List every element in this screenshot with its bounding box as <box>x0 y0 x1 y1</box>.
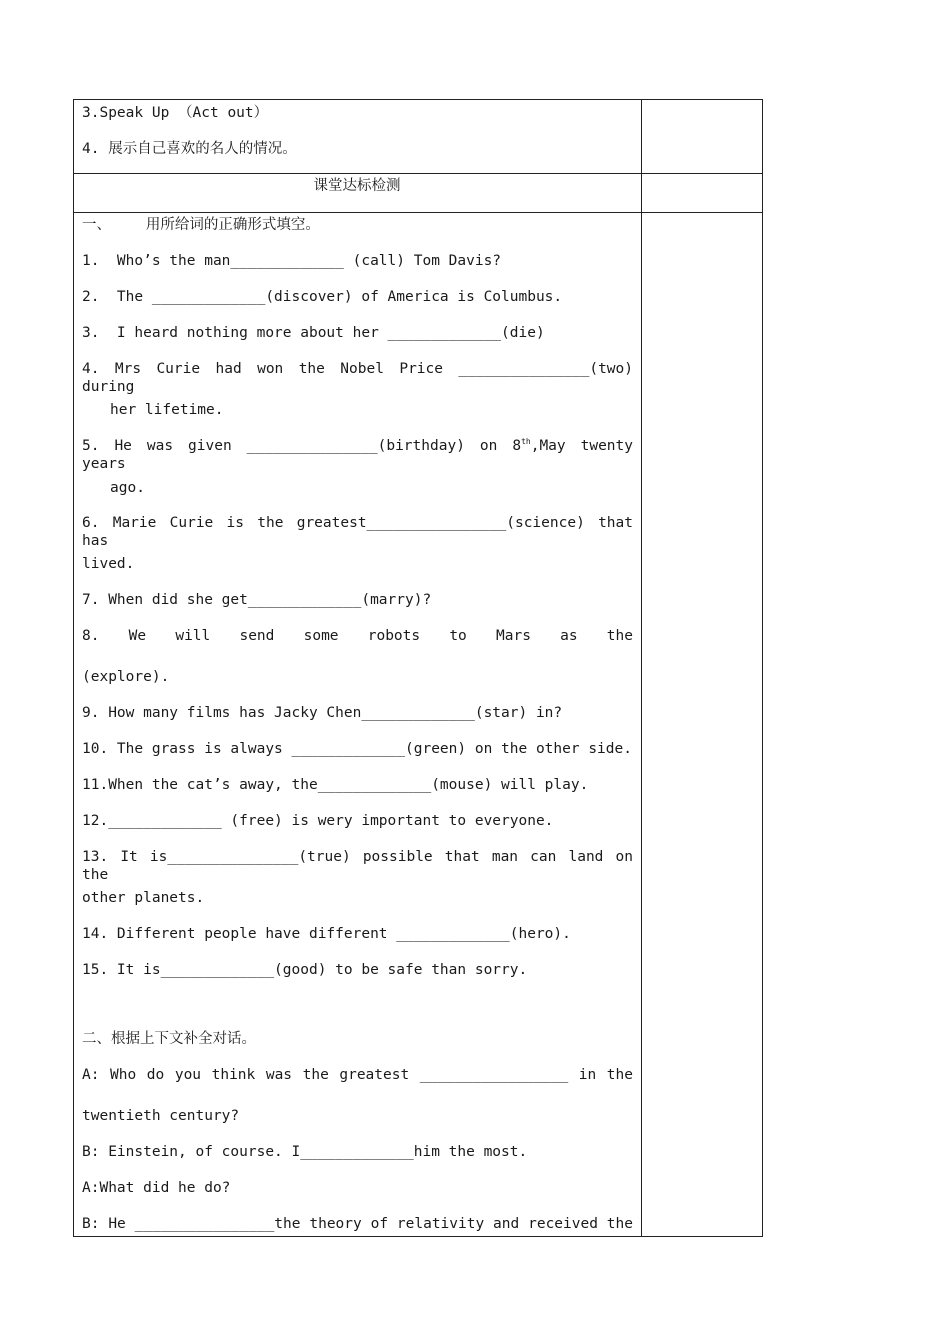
dialogue-b2: B: He ________________the theory of relativity and received the <box>82 1216 633 1232</box>
dialogue-a1-continued: twentieth century? <box>82 1108 240 1124</box>
question-7: 7. When did she get_____________(marry)? <box>82 592 432 608</box>
row-divider-1 <box>73 173 763 174</box>
question-15: 15. It is_____________(good) to be safe than sorry. <box>82 962 528 978</box>
dialogue-a1: A: Who do you think was the greatest _________________ in the <box>82 1067 633 1083</box>
question-2: 2. The _____________(discover) of America is Columbus. <box>82 289 563 305</box>
column-divider-bottom <box>641 212 642 1237</box>
speak-up-line: 3.Speak Up （Act out） <box>82 105 269 121</box>
question-11: 11.When the cat’s away, the_____________(mouse) will play. <box>82 777 589 793</box>
question-4-continued: her lifetime. <box>110 402 224 418</box>
question-4: 4. Mrs Curie had won the Nobel Price _______________(two) during <box>82 361 633 395</box>
question-9: 9. How many films has Jacky Chen_____________(star) in? <box>82 705 563 721</box>
part-one-heading: 一、 用所给词的正确形式填空。 <box>82 217 320 233</box>
question-6: 6. Marie Curie is the greatest________________(science) that has <box>82 515 633 549</box>
part-two-heading: 二、根据上下文补全对话。 <box>82 1031 256 1047</box>
dialogue-a2: A:What did he do? <box>82 1180 231 1196</box>
question-5: 5. He was given _______________(birthday) on 8th,May twenty years <box>82 437 633 472</box>
worksheet-table <box>73 99 763 1237</box>
show-celebrity-line: 4. 展示自己喜欢的名人的情况。 <box>82 141 297 157</box>
question-8-continued: (explore). <box>82 669 170 685</box>
question-13: 13. It is_______________(true) possible that man can land on the <box>82 849 633 883</box>
row-divider-2 <box>73 212 763 213</box>
question-6-continued: lived. <box>82 556 135 572</box>
section-header: 课堂达标检测 <box>313 178 401 194</box>
question-8: 8. We will send some robots to Mars as the <box>82 628 633 644</box>
question-14: 14. Different people have different _____________(hero). <box>82 926 571 942</box>
question-3: 3. I heard nothing more about her _____________(die) <box>82 325 545 341</box>
dialogue-b1: B: Einstein, of course. I_____________him the most. <box>82 1144 528 1160</box>
question-10: 10. The grass is always _____________(green) on the other side. <box>82 741 632 757</box>
superscript-th: th <box>521 437 531 447</box>
question-1: 1. Who’s the man_____________ (call) Tom Davis? <box>82 253 502 269</box>
question-5-continued: ago. <box>110 480 145 496</box>
question-12: 12._____________ (free) is wery important to everyone. <box>82 813 554 829</box>
column-divider-top <box>641 99 642 212</box>
question-13-continued: other planets. <box>82 890 205 906</box>
